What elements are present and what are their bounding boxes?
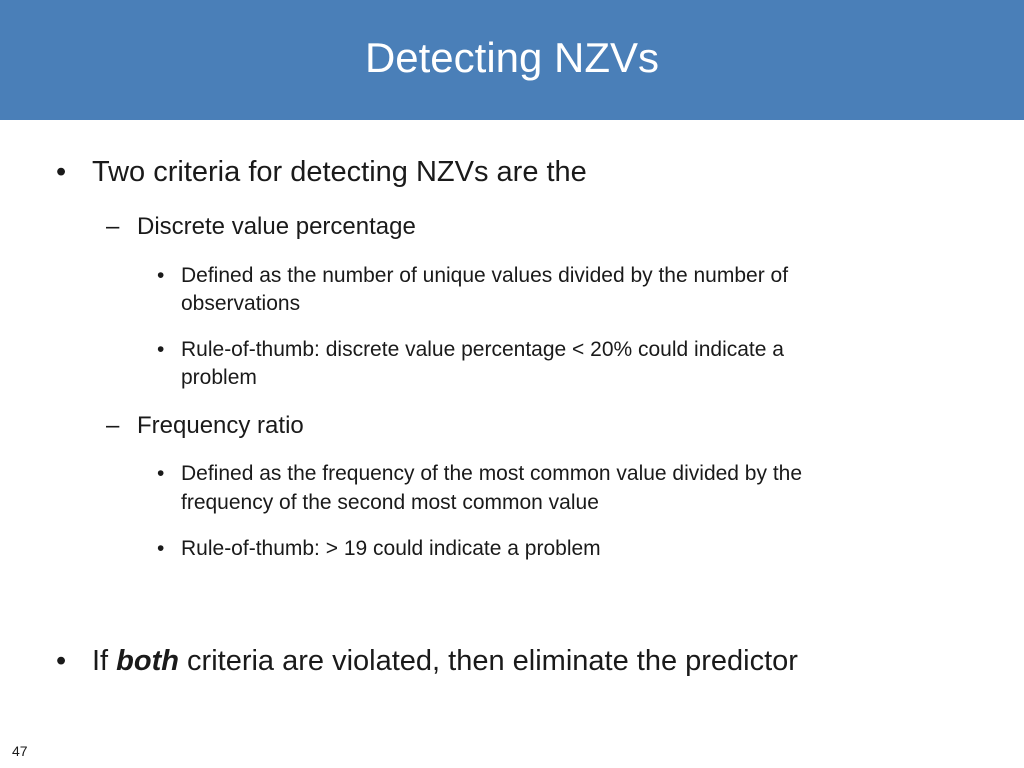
item-text-line1: Defined as the number of unique values divided by the number of [181,264,789,287]
bullet-marker: • [56,156,67,188]
item-text-line2: frequency of the second most common value [181,491,599,514]
slide-title: Detecting NZVs [364,34,660,81]
sub-bullet-marker: – [106,412,120,439]
item-marker: • [157,462,165,485]
sub-bullet-text: Discrete value percentage [137,213,416,240]
item-text-line1: Rule-of-thumb: > 19 could indicate a problem [181,537,601,560]
item-marker: • [157,338,165,361]
item-text-line1: Rule-of-thumb: discrete value percentage < 20% could indicate a [181,338,784,361]
bullet-text [92,645,798,678]
sub-bullet-text: Frequency ratio [137,412,304,439]
bullet-text-suffix: criteria are violated, then eliminate the predictor [178,645,798,677]
bullet-marker: • [56,645,67,677]
item-text-line2: observations [181,292,301,315]
item-marker: • [157,264,165,287]
bullet-text-emphasis: both [116,645,179,677]
sub-bullet-marker: – [106,213,120,240]
bullet-text: Two criteria for detecting NZVs are the [92,156,587,188]
item-marker: • [157,537,165,560]
bullet-text-prefix: If [92,645,117,677]
item-text-line1: Defined as the frequency of the most common value divided by the [181,462,803,485]
page-number: 47 [12,743,28,759]
item-text-line2: problem [181,366,257,389]
